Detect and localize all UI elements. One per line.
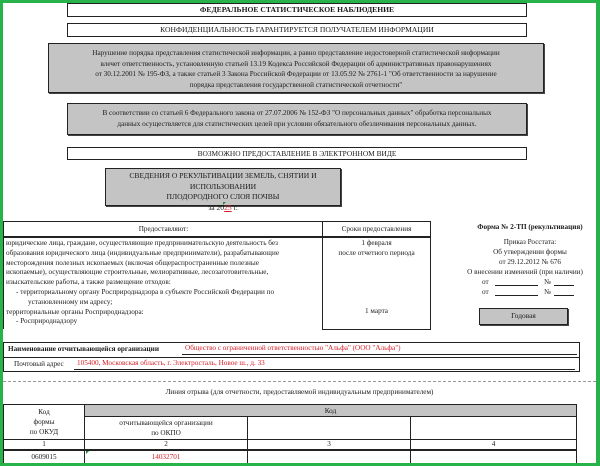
code-col-3-header	[248, 417, 411, 440]
okpo-header-line: по ОКПО	[151, 429, 181, 437]
submitters-cell	[4, 237, 323, 329]
submitter-line: юридические лица, граждане, осуществляющие предпринимательскую деятельность без	[6, 239, 278, 247]
providers-table	[3, 221, 431, 330]
okpo-header	[85, 417, 248, 440]
number-label: №	[544, 288, 551, 296]
title-line: СВЕДЕНИЯ О РЕКУЛЬТИВАЦИИ ЗЕМЕЛЬ, СНЯТИИ И ИСПОЛЬЗОВАНИИ	[129, 171, 317, 191]
amendment-number-field[interactable]	[554, 285, 574, 286]
warning-line: от 30.12.2001 № 195-ФЗ, а также статьей 3 Закона Российской Федерации от 13.05.92 № 2761-1 "Об ответственности за нарушение	[95, 70, 497, 78]
warning-line: порядка представления государственной статистической отчетности"	[189, 80, 403, 89]
submitter-line: месторождения полезных ископаемых (включая общераспространенные полезные	[6, 258, 259, 267]
notice-line: В соответствии со статьей 6 Федерального закона от 27.07.2006 № 152-ФЗ "О персональных данных" обработка персональных	[102, 109, 492, 117]
number-label: №	[544, 278, 551, 286]
notice-line: данных осуществляется для статистических целей при условии обязательного обезличивания персональных данных.	[117, 120, 477, 128]
submitter-recipient-cont: установленному им адресу;	[28, 297, 113, 306]
org-name-label: Наименование отчитывающейся организации	[8, 345, 159, 353]
code-group-header: Код	[85, 405, 577, 417]
from-label: от	[482, 288, 489, 296]
liability-warning	[48, 43, 544, 93]
col-number: 2	[85, 440, 248, 451]
deadlines-cell	[323, 237, 431, 329]
electronic-submission-notice: ВОЗМОЖНО ПРЕДОСТАВЛЕНИЕ В ЭЛЕКТРОННОМ ВИДЕ	[67, 147, 527, 160]
tear-line	[3, 381, 596, 382]
okpo-header-line: отчитывающейся организации	[119, 419, 213, 427]
deadline-date: 1 марта	[365, 306, 388, 315]
approval-date: от 29.12.2012 № 676	[498, 258, 561, 266]
warning-line: Нарушение порядка представления статистической информации, а равно представление недостоверной статистической информации	[92, 49, 500, 57]
submitter-recipient: - территориальному органу Росприроднадзора в субъекте Российской Федерации по	[16, 287, 275, 296]
address-field[interactable]: 105400, Московская область, г. Электросталь, Новое ш., д. 33	[74, 358, 575, 370]
amendment-date-field[interactable]	[495, 295, 538, 296]
tear-line-label: Линия отрыва (для отчетности, предоставляемой индивидуальным предпринимателем)	[165, 388, 434, 396]
year-suffix: г.	[231, 202, 238, 212]
okud-header-line: формы	[33, 418, 55, 426]
code-col-4-field[interactable]	[411, 450, 577, 464]
deadline-date: 1 февраля	[361, 239, 392, 247]
period-annual-badge: Годовая	[479, 308, 568, 325]
table-row	[4, 237, 431, 329]
col-number: 3	[248, 440, 411, 451]
personal-data-notice	[67, 103, 527, 135]
amendment-number-field[interactable]	[554, 295, 574, 296]
code-col-4-header	[411, 417, 577, 440]
col-header-submitters: Предоставляют:	[4, 222, 323, 238]
submitter-line: образования юридического лица (индивидуальные предприниматели), разрабатывающие	[6, 248, 280, 257]
from-label: от	[482, 278, 489, 286]
amendments-label: О внесении изменений (при наличии)	[467, 268, 583, 276]
amendment-row	[460, 277, 600, 287]
warning-line: влечет ответственность, установленную статьей 13.19 Кодекса Российской Федерации об административных правонарушениях	[100, 59, 492, 68]
confidentiality-header: КОНФИДЕНЦИАЛЬНОСТЬ ГАРАНТИРУЕТСЯ ПОЛУЧАТЕЛЕМ ИНФОРМАЦИИ	[67, 23, 527, 37]
approval-label: Об утверждении формы	[493, 248, 567, 256]
deadline-note: после отчетного периода	[338, 248, 415, 257]
org-name-field[interactable]: Общество с ограниченной ответственностью "Альфа" (ООО "Альфа")	[182, 343, 577, 355]
form-title	[105, 168, 341, 212]
okpo-code-field[interactable]: 14032701	[85, 450, 248, 464]
codes-table	[3, 404, 577, 464]
submitter-line: территориальные органы Росприроднадзора:	[6, 307, 144, 316]
order-label: Приказ Росстата:	[503, 238, 557, 246]
okud-header-line: по ОКУД	[29, 428, 59, 436]
submitter-recipient: - Росприроднадзору	[16, 317, 78, 326]
okud-header	[4, 405, 85, 440]
organization-block	[3, 342, 580, 372]
form-name: Форма № 2-ТП (рекультивация)	[477, 223, 583, 231]
col-number: 1	[4, 440, 85, 451]
code-col-3-field[interactable]	[248, 450, 411, 464]
federal-observation-header: ФЕДЕРАЛЬНОЕ СТАТИСТИЧЕСКОЕ НАБЛЮДЕНИЕ	[67, 3, 527, 17]
year-input[interactable]: 25	[224, 202, 232, 212]
org-name-row	[6, 343, 578, 357]
title-line: ПЛОДОРОДНОГО СЛОЯ ПОЧВЫ	[166, 192, 280, 201]
org-address-row	[4, 357, 579, 372]
okud-code-field[interactable]: 0609015	[4, 450, 85, 464]
amendment-row	[460, 287, 600, 297]
submitter-line: ископаемые), осуществляющие строительные, мелиоративные, лесозаготовительные,	[6, 268, 269, 277]
submitter-line: изыскательские работы, а также размещение отходов:	[6, 278, 171, 287]
okud-header-line: Код	[38, 408, 50, 416]
form-info	[460, 222, 600, 297]
title-year	[106, 203, 340, 214]
year-prefix: за 20	[208, 202, 225, 212]
col-number: 4	[411, 440, 577, 451]
amendment-date-field[interactable]	[495, 285, 538, 286]
address-label: Почтовый адрес	[14, 360, 64, 368]
col-header-deadlines: Сроки предоставления	[323, 222, 431, 238]
